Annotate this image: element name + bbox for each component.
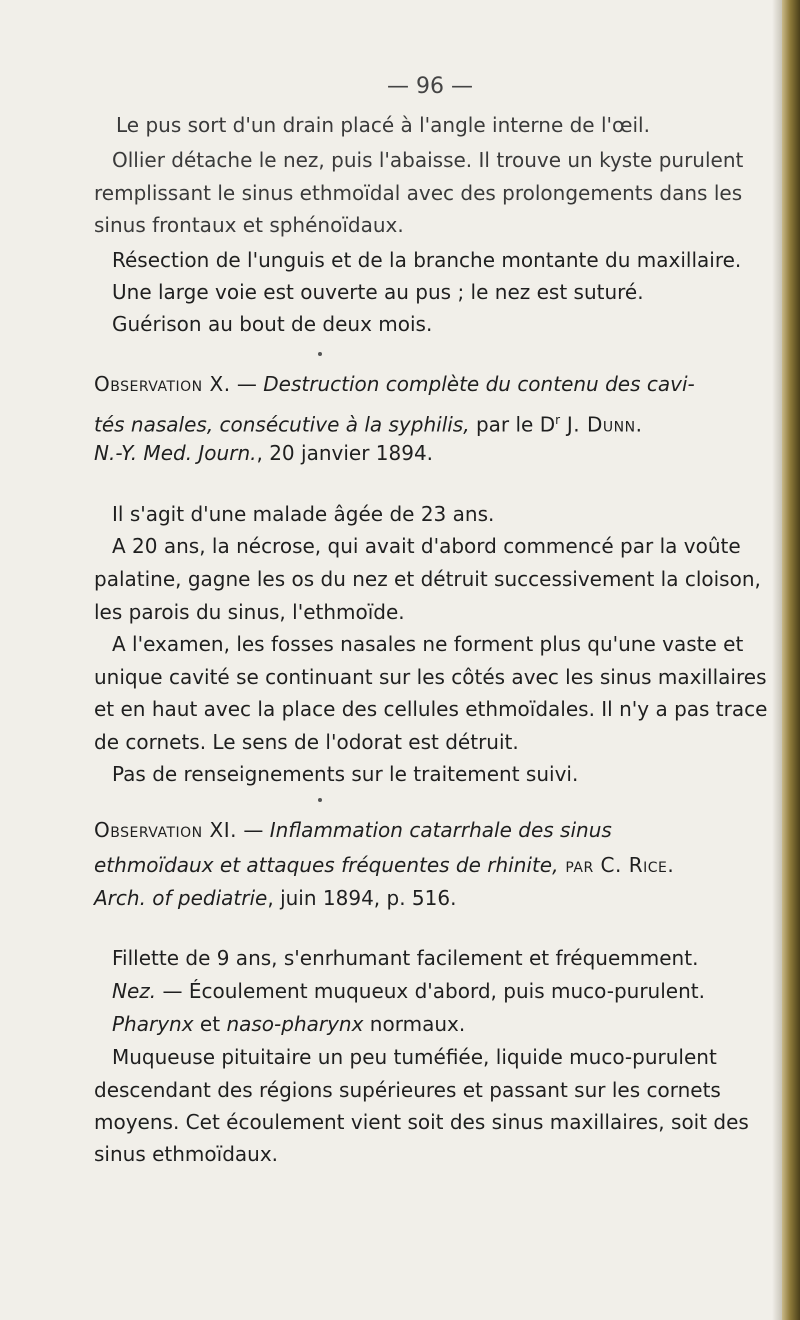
text-line: Il s'agit d'une malade âgée de 23 ans.	[112, 502, 495, 526]
observation-author: J. Dunn.	[560, 412, 643, 437]
observation-title: Inflammation catarrhale des sinus	[269, 818, 612, 842]
observation-title: tés nasales, consécutive à la syphilis,	[94, 412, 470, 437]
text-line: moyens. Cet écoulement vient soit des sinus maxillaires, soit des	[94, 1110, 749, 1134]
text-line: Pas de renseignements sur le traitement suivi.	[112, 762, 579, 786]
page-number: — 96 —	[387, 74, 473, 99]
observation-author: par C. Rice.	[558, 853, 675, 877]
text-line: sinus frontaux et sphénoïdaux.	[94, 213, 404, 237]
observation-reference: N.-Y. Med. Journ., 20 janvier 1894.	[94, 441, 434, 465]
text-line: Muqueuse pituitaire un peu tuméfiée, liquide muco-purulent	[112, 1045, 717, 1069]
text-line: Résection de l'unguis et de la branche montante du maxillaire.	[112, 248, 742, 272]
text-line: Une large voie est ouverte au pus ; le nez est suturé.	[112, 280, 644, 304]
text-line: Nez. — Écoulement muqueux d'abord, puis muco-purulent.	[112, 979, 705, 1003]
text-line: de cornets. Le sens de l'odorat est détruit.	[94, 730, 519, 754]
observation-title: ethmoïdaux et attaques fréquentes de rhinite,	[94, 853, 559, 877]
text-line: A l'examen, les fosses nasales ne forment plus qu'une vaste et	[112, 632, 744, 656]
observation-label: Observation XI.	[94, 818, 237, 842]
text-line: Pharynx et naso-pharynx normaux.	[112, 1012, 466, 1036]
text-line: les parois du sinus, l'ethmoïde.	[94, 600, 405, 624]
text-line: Ollier détache le nez, puis l'abaisse. Il trouve un kyste purulent	[112, 148, 744, 172]
text-line: et en haut avec la place des cellules ethmoïdales. Il n'y a pas trace	[94, 697, 768, 721]
page-edge	[782, 0, 800, 1320]
observation-heading: tés nasales, consécutive à la syphilis, par le $D^r$ J. Dunn.	[94, 412, 643, 437]
text-line: Fillette de 9 ans, s'enrhumant facilement et fréquemment.	[112, 946, 699, 970]
observation-title: Destruction complète du contenu des cavi-	[263, 372, 695, 396]
text-line: sinus ethmoïdaux.	[94, 1142, 279, 1166]
journal-name: Arch. of pediatrie	[94, 886, 268, 910]
text-line: A 20 ans, la nécrose, qui avait d'abord commencé par la voûte	[112, 534, 741, 558]
observation-heading: Observation XI. — Inflammation catarrhale des sinus	[94, 818, 612, 842]
observation-reference: Arch. of pediatrie, juin 1894, p. 516.	[94, 886, 457, 910]
observation-heading: Observation X. — Destruction complète du contenu des cavi-	[94, 372, 695, 396]
text-line: unique cavité se continuant sur les côtés avec les sinus maxillaires	[94, 665, 767, 689]
observation-label: Observation X.	[94, 372, 231, 396]
observation-heading	[94, 853, 674, 877]
page-edge-shadow	[772, 0, 782, 1320]
text-line: Le pus sort d'un drain placé à l'angle interne de l'œil.	[116, 113, 650, 137]
journal-name: N.-Y. Med. Journ.	[94, 441, 257, 465]
text-line: Guérison au bout de deux mois.	[112, 312, 433, 336]
speck	[318, 798, 322, 802]
text-line: palatine, gagne les os du nez et détruit successivement la cloison,	[94, 567, 761, 591]
text-line: descendant des régions supérieures et passant sur les cornets	[94, 1078, 721, 1102]
text-line: remplissant le sinus ethmoïdal avec des prolongements dans les	[94, 181, 743, 205]
speck	[318, 352, 322, 356]
